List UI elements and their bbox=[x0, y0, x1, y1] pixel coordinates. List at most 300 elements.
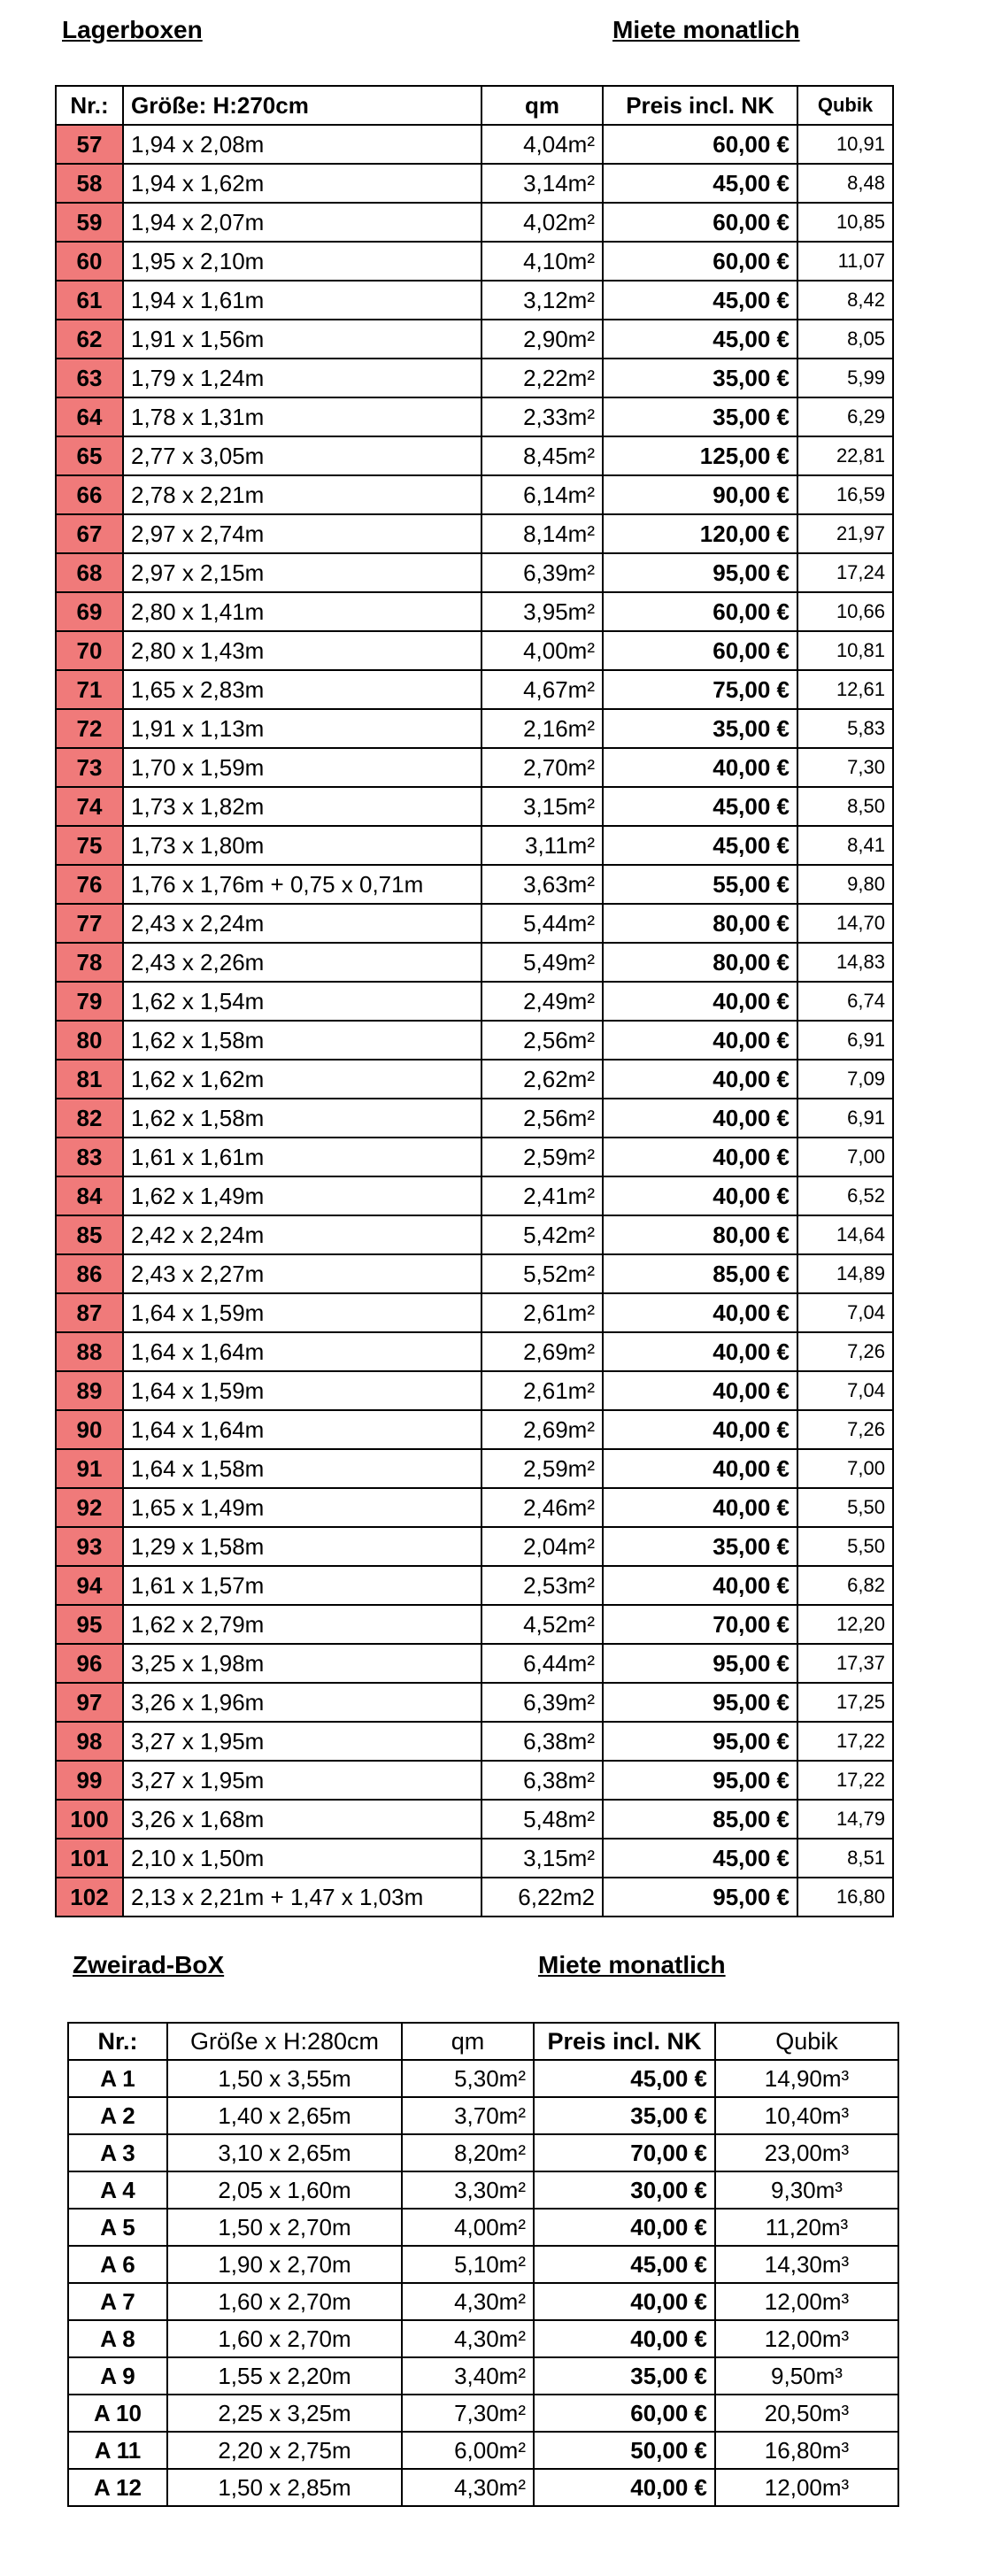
table-row bbox=[68, 2246, 898, 2283]
box-size-cell: 2,43 x 2,27m bbox=[123, 1254, 481, 1293]
box-number-cell: A 12 bbox=[68, 2469, 167, 2506]
price-cell: 40,00 € bbox=[534, 2283, 715, 2320]
area-cell: 4,00m² bbox=[402, 2209, 534, 2246]
area-cell: 5,52m² bbox=[481, 1254, 603, 1293]
box-size-cell: 3,27 x 1,95m bbox=[123, 1761, 481, 1800]
box-size-cell: 1,73 x 1,80m bbox=[123, 826, 481, 865]
box-size-cell: 2,80 x 1,41m bbox=[123, 592, 481, 631]
area-cell: 2,56m² bbox=[481, 1021, 603, 1060]
box-size-cell: 1,50 x 3,55m bbox=[167, 2060, 402, 2097]
price-cell: 60,00 € bbox=[603, 203, 797, 242]
box-size-cell: 1,64 x 1,58m bbox=[123, 1449, 481, 1488]
area-cell: 5,48m² bbox=[481, 1800, 603, 1839]
box-number-cell: 84 bbox=[56, 1176, 123, 1215]
volume-cell: 10,66 bbox=[797, 592, 893, 631]
box-number-cell: 85 bbox=[56, 1215, 123, 1254]
box-number-cell: A 3 bbox=[68, 2134, 167, 2171]
box-number-cell: 96 bbox=[56, 1644, 123, 1683]
box-size-cell: 1,50 x 2,85m bbox=[167, 2469, 402, 2506]
volume-cell: 14,83 bbox=[797, 943, 893, 982]
table-row bbox=[68, 2171, 898, 2209]
box-size-cell: 1,64 x 1,59m bbox=[123, 1293, 481, 1332]
area-cell: 4,04m² bbox=[481, 125, 603, 164]
area-cell: 8,14m² bbox=[481, 514, 603, 553]
volume-cell: 8,50 bbox=[797, 787, 893, 826]
box-size-cell: 1,29 x 1,58m bbox=[123, 1527, 481, 1566]
price-cell: 40,00 € bbox=[534, 2320, 715, 2357]
column-header-price: Preis incl. NK bbox=[603, 86, 797, 125]
price-cell: 45,00 € bbox=[603, 320, 797, 359]
box-number-cell: 102 bbox=[56, 1878, 123, 1917]
area-cell: 2,46m² bbox=[481, 1488, 603, 1527]
volume-cell: 8,41 bbox=[797, 826, 893, 865]
price-cell: 45,00 € bbox=[534, 2060, 715, 2097]
box-size-cell: 2,43 x 2,26m bbox=[123, 943, 481, 982]
box-size-cell: 3,26 x 1,68m bbox=[123, 1800, 481, 1839]
volume-cell: 10,91 bbox=[797, 125, 893, 164]
box-number-cell: 73 bbox=[56, 748, 123, 787]
box-number-cell: 64 bbox=[56, 397, 123, 436]
price-cell: 75,00 € bbox=[603, 670, 797, 709]
area-cell: 6,39m² bbox=[481, 553, 603, 592]
table-row bbox=[56, 164, 893, 203]
price-cell: 85,00 € bbox=[603, 1800, 797, 1839]
volume-cell: 7,26 bbox=[797, 1410, 893, 1449]
box-size-cell: 2,78 x 2,21m bbox=[123, 475, 481, 514]
price-cell: 70,00 € bbox=[534, 2134, 715, 2171]
table-row bbox=[56, 943, 893, 982]
table-row bbox=[56, 1371, 893, 1410]
table-row bbox=[56, 709, 893, 748]
area-cell: 4,00m² bbox=[481, 631, 603, 670]
volume-cell: 7,30 bbox=[797, 748, 893, 787]
area-cell: 2,62m² bbox=[481, 1060, 603, 1099]
box-number-cell: 79 bbox=[56, 982, 123, 1021]
box-number-cell: A 4 bbox=[68, 2171, 167, 2209]
price-cell: 95,00 € bbox=[603, 1722, 797, 1761]
area-cell: 5,30m² bbox=[402, 2060, 534, 2097]
box-size-cell: 3,25 x 1,98m bbox=[123, 1644, 481, 1683]
area-cell: 2,56m² bbox=[481, 1099, 603, 1138]
volume-cell: 12,00m³ bbox=[715, 2469, 898, 2506]
column-header-size: Größe x H:280cm bbox=[167, 2023, 402, 2060]
box-number-cell: 82 bbox=[56, 1099, 123, 1138]
volume-cell: 5,50 bbox=[797, 1488, 893, 1527]
box-size-cell: 2,25 x 3,25m bbox=[167, 2395, 402, 2432]
area-cell: 3,95m² bbox=[481, 592, 603, 631]
box-number-cell: 63 bbox=[56, 359, 123, 397]
zweirad-title: Zweirad-BoX bbox=[73, 1951, 225, 1978]
box-number-cell: 74 bbox=[56, 787, 123, 826]
area-cell: 4,30m² bbox=[402, 2320, 534, 2357]
area-cell: 2,90m² bbox=[481, 320, 603, 359]
box-size-cell: 1,79 x 1,24m bbox=[123, 359, 481, 397]
price-cell: 35,00 € bbox=[603, 397, 797, 436]
area-cell: 5,42m² bbox=[481, 1215, 603, 1254]
volume-cell: 14,89 bbox=[797, 1254, 893, 1293]
box-size-cell: 2,05 x 1,60m bbox=[167, 2171, 402, 2209]
box-number-cell: 99 bbox=[56, 1761, 123, 1800]
table-row bbox=[56, 1488, 893, 1527]
area-cell: 2,70m² bbox=[481, 748, 603, 787]
area-cell: 3,30m² bbox=[402, 2171, 534, 2209]
box-number-cell: 98 bbox=[56, 1722, 123, 1761]
area-cell: 6,00m² bbox=[402, 2432, 534, 2469]
column-header-qm: qm bbox=[402, 2023, 534, 2060]
price-cell: 80,00 € bbox=[603, 904, 797, 943]
table-row bbox=[56, 1605, 893, 1644]
box-number-cell: 80 bbox=[56, 1021, 123, 1060]
price-cell: 45,00 € bbox=[603, 164, 797, 203]
table-row bbox=[56, 1060, 893, 1099]
table-row bbox=[68, 2395, 898, 2432]
volume-cell: 12,20 bbox=[797, 1605, 893, 1644]
table-row bbox=[56, 1566, 893, 1605]
column-header-nr: Nr.: bbox=[56, 86, 123, 125]
price-cell: 70,00 € bbox=[603, 1605, 797, 1644]
box-number-cell: 86 bbox=[56, 1254, 123, 1293]
zweirad-rent-label: Miete monatlich bbox=[538, 1951, 726, 1978]
box-number-cell: 62 bbox=[56, 320, 123, 359]
table-row bbox=[68, 2134, 898, 2171]
area-cell: 6,22m2 bbox=[481, 1878, 603, 1917]
volume-cell: 12,00m³ bbox=[715, 2320, 898, 2357]
box-size-cell: 1,90 x 2,70m bbox=[167, 2246, 402, 2283]
area-cell: 2,04m² bbox=[481, 1527, 603, 1566]
price-cell: 95,00 € bbox=[603, 1878, 797, 1917]
box-number-cell: 67 bbox=[56, 514, 123, 553]
box-size-cell: 2,20 x 2,75m bbox=[167, 2432, 402, 2469]
area-cell: 3,12m² bbox=[481, 281, 603, 320]
price-cell: 40,00 € bbox=[603, 1410, 797, 1449]
box-number-cell: 94 bbox=[56, 1566, 123, 1605]
table-row bbox=[56, 514, 893, 553]
table-row bbox=[56, 631, 893, 670]
price-cell: 35,00 € bbox=[603, 1527, 797, 1566]
area-cell: 6,14m² bbox=[481, 475, 603, 514]
volume-cell: 17,24 bbox=[797, 553, 893, 592]
zweirad-table bbox=[67, 2022, 899, 2507]
box-number-cell: 78 bbox=[56, 943, 123, 982]
price-cell: 60,00 € bbox=[603, 631, 797, 670]
price-cell: 40,00 € bbox=[603, 748, 797, 787]
volume-cell: 9,80 bbox=[797, 865, 893, 904]
box-size-cell: 1,76 x 1,76m + 0,75 x 0,71m bbox=[123, 865, 481, 904]
table-row bbox=[68, 2320, 898, 2357]
table-row bbox=[56, 670, 893, 709]
price-cell: 40,00 € bbox=[603, 1293, 797, 1332]
price-cell: 60,00 € bbox=[534, 2395, 715, 2432]
price-cell: 35,00 € bbox=[534, 2357, 715, 2395]
table-row bbox=[56, 1021, 893, 1060]
volume-cell: 11,07 bbox=[797, 242, 893, 281]
volume-cell: 8,51 bbox=[797, 1839, 893, 1878]
price-cell: 95,00 € bbox=[603, 1683, 797, 1722]
table-row bbox=[56, 1800, 893, 1839]
box-number-cell: 90 bbox=[56, 1410, 123, 1449]
table-row bbox=[68, 2060, 898, 2097]
price-cell: 50,00 € bbox=[534, 2432, 715, 2469]
box-number-cell: 92 bbox=[56, 1488, 123, 1527]
volume-cell: 21,97 bbox=[797, 514, 893, 553]
table-row bbox=[68, 2469, 898, 2506]
box-number-cell: 88 bbox=[56, 1332, 123, 1371]
volume-cell: 6,52 bbox=[797, 1176, 893, 1215]
table-row bbox=[68, 2283, 898, 2320]
volume-cell: 5,83 bbox=[797, 709, 893, 748]
box-number-cell: 72 bbox=[56, 709, 123, 748]
box-number-cell: 59 bbox=[56, 203, 123, 242]
price-cell: 45,00 € bbox=[603, 787, 797, 826]
table-row bbox=[56, 1293, 893, 1332]
volume-cell: 17,22 bbox=[797, 1722, 893, 1761]
box-number-cell: 65 bbox=[56, 436, 123, 475]
table-row bbox=[56, 125, 893, 164]
table-row bbox=[56, 1644, 893, 1683]
table-row bbox=[56, 1449, 893, 1488]
volume-cell: 23,00m³ bbox=[715, 2134, 898, 2171]
area-cell: 3,70m² bbox=[402, 2097, 534, 2134]
price-cell: 80,00 € bbox=[603, 943, 797, 982]
price-cell: 60,00 € bbox=[603, 242, 797, 281]
table-row bbox=[56, 1138, 893, 1176]
lagerboxen-header-row bbox=[56, 86, 893, 125]
price-cell: 85,00 € bbox=[603, 1254, 797, 1293]
box-size-cell: 1,62 x 1,58m bbox=[123, 1021, 481, 1060]
box-number-cell: 71 bbox=[56, 670, 123, 709]
box-number-cell: 66 bbox=[56, 475, 123, 514]
volume-cell: 11,20m³ bbox=[715, 2209, 898, 2246]
box-number-cell: 69 bbox=[56, 592, 123, 631]
volume-cell: 16,80 bbox=[797, 1878, 893, 1917]
box-size-cell: 2,13 x 2,21m + 1,47 x 1,03m bbox=[123, 1878, 481, 1917]
box-number-cell: 89 bbox=[56, 1371, 123, 1410]
area-cell: 4,30m² bbox=[402, 2283, 534, 2320]
table-row bbox=[56, 1254, 893, 1293]
box-number-cell: A 8 bbox=[68, 2320, 167, 2357]
box-size-cell: 2,43 x 2,24m bbox=[123, 904, 481, 943]
box-size-cell: 3,26 x 1,96m bbox=[123, 1683, 481, 1722]
price-cell: 125,00 € bbox=[603, 436, 797, 475]
area-cell: 8,45m² bbox=[481, 436, 603, 475]
box-number-cell: 70 bbox=[56, 631, 123, 670]
box-number-cell: A 2 bbox=[68, 2097, 167, 2134]
table-row bbox=[56, 982, 893, 1021]
area-cell: 6,44m² bbox=[481, 1644, 603, 1683]
volume-cell: 8,48 bbox=[797, 164, 893, 203]
area-cell: 4,67m² bbox=[481, 670, 603, 709]
box-number-cell: 68 bbox=[56, 553, 123, 592]
box-number-cell: A 10 bbox=[68, 2395, 167, 2432]
area-cell: 3,63m² bbox=[481, 865, 603, 904]
lagerboxen-title: Lagerboxen bbox=[62, 16, 203, 43]
area-cell: 3,11m² bbox=[481, 826, 603, 865]
volume-cell: 7,04 bbox=[797, 1293, 893, 1332]
box-size-cell: 1,65 x 1,49m bbox=[123, 1488, 481, 1527]
area-cell: 2,53m² bbox=[481, 1566, 603, 1605]
box-number-cell: 100 bbox=[56, 1800, 123, 1839]
box-size-cell: 1,94 x 2,08m bbox=[123, 125, 481, 164]
volume-cell: 17,37 bbox=[797, 1644, 893, 1683]
area-cell: 4,02m² bbox=[481, 203, 603, 242]
price-cell: 40,00 € bbox=[603, 1449, 797, 1488]
price-cell: 95,00 € bbox=[603, 553, 797, 592]
price-cell: 30,00 € bbox=[534, 2171, 715, 2209]
price-cell: 55,00 € bbox=[603, 865, 797, 904]
volume-cell: 6,91 bbox=[797, 1099, 893, 1138]
volume-cell: 16,80m³ bbox=[715, 2432, 898, 2469]
area-cell: 5,10m² bbox=[402, 2246, 534, 2283]
box-number-cell: 91 bbox=[56, 1449, 123, 1488]
box-number-cell: 93 bbox=[56, 1527, 123, 1566]
box-number-cell: 58 bbox=[56, 164, 123, 203]
box-size-cell: 3,27 x 1,95m bbox=[123, 1722, 481, 1761]
box-size-cell: 1,50 x 2,70m bbox=[167, 2209, 402, 2246]
volume-cell: 14,64 bbox=[797, 1215, 893, 1254]
price-cell: 45,00 € bbox=[534, 2246, 715, 2283]
box-size-cell: 2,77 x 3,05m bbox=[123, 436, 481, 475]
area-cell: 4,30m² bbox=[402, 2469, 534, 2506]
table-row bbox=[56, 397, 893, 436]
price-cell: 45,00 € bbox=[603, 1839, 797, 1878]
box-number-cell: A 1 bbox=[68, 2060, 167, 2097]
table-row bbox=[56, 748, 893, 787]
box-number-cell: 87 bbox=[56, 1293, 123, 1332]
volume-cell: 17,22 bbox=[797, 1761, 893, 1800]
table-row bbox=[56, 281, 893, 320]
volume-cell: 10,40m³ bbox=[715, 2097, 898, 2134]
area-cell: 2,22m² bbox=[481, 359, 603, 397]
price-cell: 80,00 € bbox=[603, 1215, 797, 1254]
volume-cell: 9,50m³ bbox=[715, 2357, 898, 2395]
box-size-cell: 3,10 x 2,65m bbox=[167, 2134, 402, 2171]
column-header-size: Größe: H:270cm bbox=[123, 86, 481, 125]
volume-cell: 12,61 bbox=[797, 670, 893, 709]
box-size-cell: 2,10 x 1,50m bbox=[123, 1839, 481, 1878]
column-header-qubik: Qubik bbox=[715, 2023, 898, 2060]
box-size-cell: 1,61 x 1,61m bbox=[123, 1138, 481, 1176]
box-number-cell: 75 bbox=[56, 826, 123, 865]
volume-cell: 8,42 bbox=[797, 281, 893, 320]
box-number-cell: 101 bbox=[56, 1839, 123, 1878]
volume-cell: 14,90m³ bbox=[715, 2060, 898, 2097]
box-size-cell: 1,94 x 2,07m bbox=[123, 203, 481, 242]
table-row bbox=[68, 2097, 898, 2134]
volume-cell: 10,81 bbox=[797, 631, 893, 670]
table-row bbox=[56, 436, 893, 475]
price-cell: 40,00 € bbox=[603, 1138, 797, 1176]
area-cell: 2,16m² bbox=[481, 709, 603, 748]
column-header-qm: qm bbox=[481, 86, 603, 125]
table-row bbox=[56, 1332, 893, 1371]
column-header-nr: Nr.: bbox=[68, 2023, 167, 2060]
area-cell: 8,20m² bbox=[402, 2134, 534, 2171]
volume-cell: 8,05 bbox=[797, 320, 893, 359]
price-cell: 40,00 € bbox=[534, 2209, 715, 2246]
box-number-cell: A 5 bbox=[68, 2209, 167, 2246]
area-cell: 5,49m² bbox=[481, 943, 603, 982]
price-cell: 95,00 € bbox=[603, 1644, 797, 1683]
volume-cell: 6,29 bbox=[797, 397, 893, 436]
area-cell: 2,33m² bbox=[481, 397, 603, 436]
table-row bbox=[56, 1761, 893, 1800]
price-cell: 35,00 € bbox=[603, 359, 797, 397]
box-size-cell: 1,60 x 2,70m bbox=[167, 2283, 402, 2320]
box-size-cell: 1,64 x 1,64m bbox=[123, 1332, 481, 1371]
box-number-cell: 57 bbox=[56, 125, 123, 164]
box-size-cell: 1,64 x 1,59m bbox=[123, 1371, 481, 1410]
table-row bbox=[56, 787, 893, 826]
table-row bbox=[56, 1722, 893, 1761]
price-cell: 40,00 € bbox=[603, 1371, 797, 1410]
box-number-cell: 60 bbox=[56, 242, 123, 281]
box-size-cell: 2,97 x 2,74m bbox=[123, 514, 481, 553]
price-cell: 35,00 € bbox=[534, 2097, 715, 2134]
price-cell: 40,00 € bbox=[603, 1332, 797, 1371]
area-cell: 2,59m² bbox=[481, 1138, 603, 1176]
table-row bbox=[56, 826, 893, 865]
table-row bbox=[56, 203, 893, 242]
box-size-cell: 1,73 x 1,82m bbox=[123, 787, 481, 826]
box-number-cell: A 6 bbox=[68, 2246, 167, 2283]
box-size-cell: 1,65 x 2,83m bbox=[123, 670, 481, 709]
price-cell: 40,00 € bbox=[603, 982, 797, 1021]
price-cell: 45,00 € bbox=[603, 281, 797, 320]
box-size-cell: 1,55 x 2,20m bbox=[167, 2357, 402, 2395]
zweirad-header-row bbox=[68, 2023, 898, 2060]
area-cell: 6,39m² bbox=[481, 1683, 603, 1722]
table-row bbox=[56, 592, 893, 631]
area-cell: 2,61m² bbox=[481, 1371, 603, 1410]
price-cell: 40,00 € bbox=[603, 1176, 797, 1215]
box-size-cell: 1,91 x 1,56m bbox=[123, 320, 481, 359]
box-size-cell: 1,62 x 1,58m bbox=[123, 1099, 481, 1138]
table-row bbox=[56, 1099, 893, 1138]
box-size-cell: 1,94 x 1,62m bbox=[123, 164, 481, 203]
volume-cell: 17,25 bbox=[797, 1683, 893, 1722]
price-cell: 60,00 € bbox=[603, 592, 797, 631]
price-cell: 40,00 € bbox=[603, 1021, 797, 1060]
volume-cell: 7,09 bbox=[797, 1060, 893, 1099]
area-cell: 3,15m² bbox=[481, 1839, 603, 1878]
box-size-cell: 1,61 x 1,57m bbox=[123, 1566, 481, 1605]
table-row bbox=[68, 2357, 898, 2395]
area-cell: 2,41m² bbox=[481, 1176, 603, 1215]
table-row bbox=[56, 1176, 893, 1215]
box-number-cell: A 7 bbox=[68, 2283, 167, 2320]
volume-cell: 14,79 bbox=[797, 1800, 893, 1839]
table-row bbox=[56, 553, 893, 592]
area-cell: 2,59m² bbox=[481, 1449, 603, 1488]
volume-cell: 7,00 bbox=[797, 1138, 893, 1176]
area-cell: 2,69m² bbox=[481, 1332, 603, 1371]
box-size-cell: 1,62 x 1,62m bbox=[123, 1060, 481, 1099]
table-row bbox=[68, 2209, 898, 2246]
price-cell: 40,00 € bbox=[603, 1488, 797, 1527]
volume-cell: 10,85 bbox=[797, 203, 893, 242]
volume-cell: 7,04 bbox=[797, 1371, 893, 1410]
box-size-cell: 2,97 x 2,15m bbox=[123, 553, 481, 592]
box-size-cell: 1,62 x 1,49m bbox=[123, 1176, 481, 1215]
table-row bbox=[56, 1683, 893, 1722]
table-row bbox=[56, 242, 893, 281]
lagerboxen-rent-label: Miete monatlich bbox=[612, 16, 800, 43]
price-cell: 45,00 € bbox=[603, 826, 797, 865]
box-size-cell: 1,60 x 2,70m bbox=[167, 2320, 402, 2357]
column-header-qubik: Qubik bbox=[797, 86, 893, 125]
table-row bbox=[56, 1410, 893, 1449]
box-size-cell: 1,91 x 1,13m bbox=[123, 709, 481, 748]
